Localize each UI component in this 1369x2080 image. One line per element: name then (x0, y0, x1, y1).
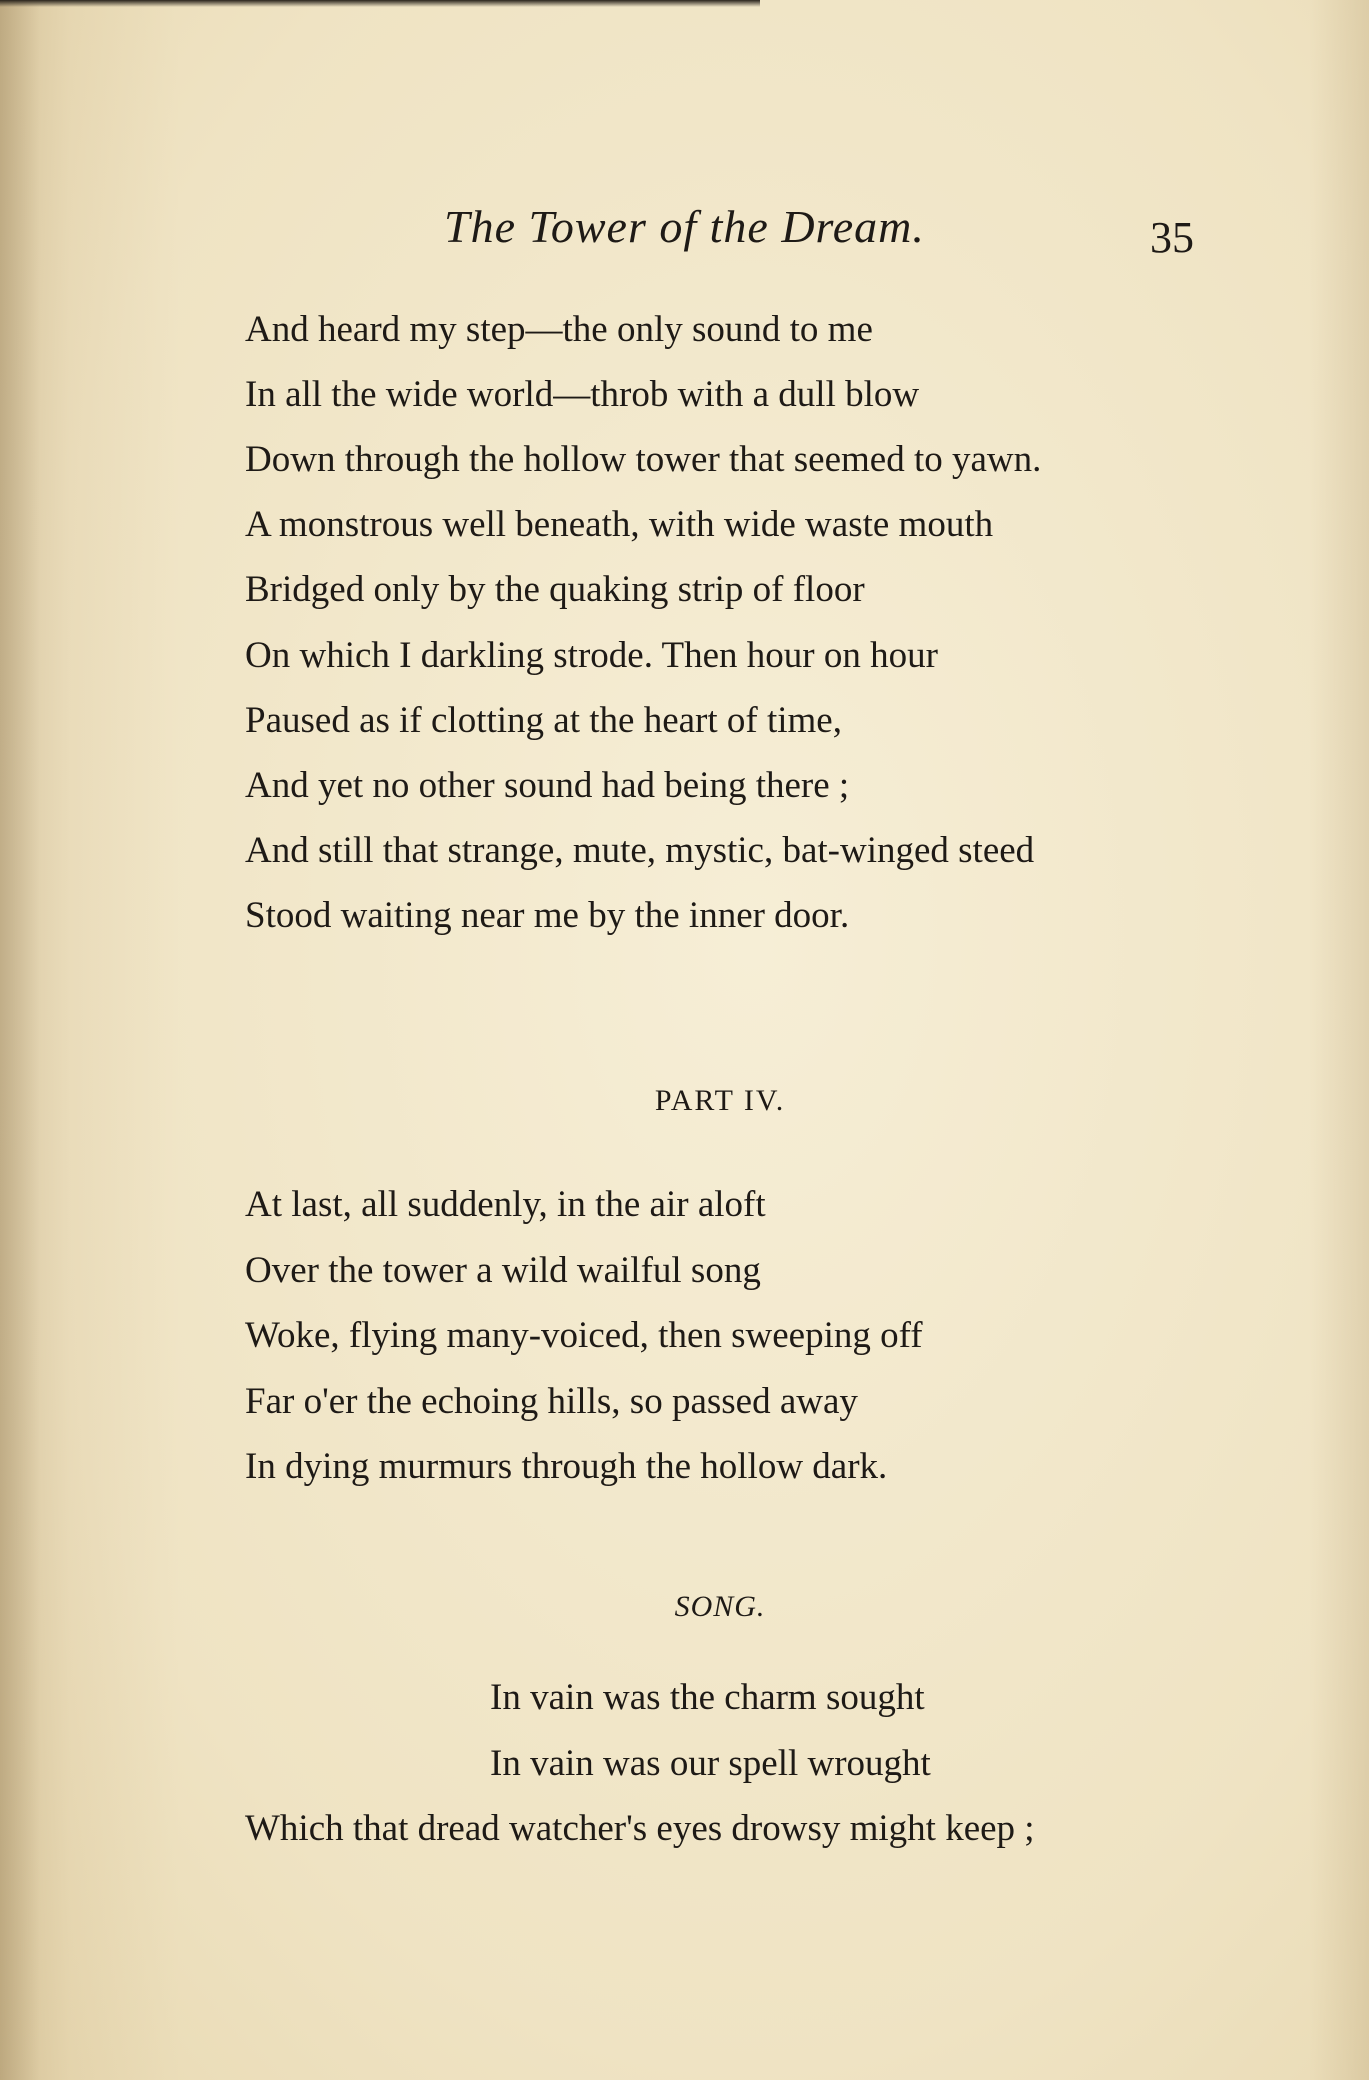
song-line: In vain was the charm sought (490, 1677, 925, 1718)
verse-line: Far o'er the echoing hills, so passed away (245, 1381, 858, 1422)
verse-line: And yet no other sound had being there ; (245, 765, 850, 806)
verse-line: In all the wide world—throb with a dull blow (245, 374, 920, 415)
song-heading: SONG. (674, 1590, 766, 1623)
verse-line: Bridged only by the quaking strip of floor (245, 569, 865, 610)
verse-line: Woke, flying many-voiced, then sweeping off (245, 1315, 923, 1356)
verse-line: Stood waiting near me by the inner door. (245, 895, 850, 936)
page-number: 35 (1150, 213, 1194, 262)
verse-line: A monstrous well beneath, with wide waste mouth (245, 504, 994, 545)
running-head-title: The Tower of the Dream. (444, 201, 925, 252)
verse-line: In dying murmurs through the hollow dark. (245, 1446, 888, 1487)
part-heading: PART IV. (654, 1084, 786, 1117)
page-top-edge (0, 0, 760, 7)
song-line: In vain was our spell wrought (490, 1743, 931, 1784)
song-line: Which that dread watcher's eyes drowsy might keep ; (245, 1808, 1035, 1849)
verse-line: On which I darkling strode. Then hour on hour (245, 635, 938, 676)
verse-line: At last, all suddenly, in the air aloft (245, 1184, 766, 1225)
verse-line: Paused as if clotting at the heart of time, (245, 700, 842, 741)
verse-line: And heard my step—the only sound to me (245, 309, 873, 350)
verse-line: Down through the hollow tower that seemed to yawn. (245, 439, 1042, 480)
verse-line: Over the tower a wild wailful song (245, 1250, 761, 1291)
verse-line: And still that strange, mute, mystic, bat-winged steed (245, 830, 1035, 871)
spine-shadow (0, 0, 40, 2080)
